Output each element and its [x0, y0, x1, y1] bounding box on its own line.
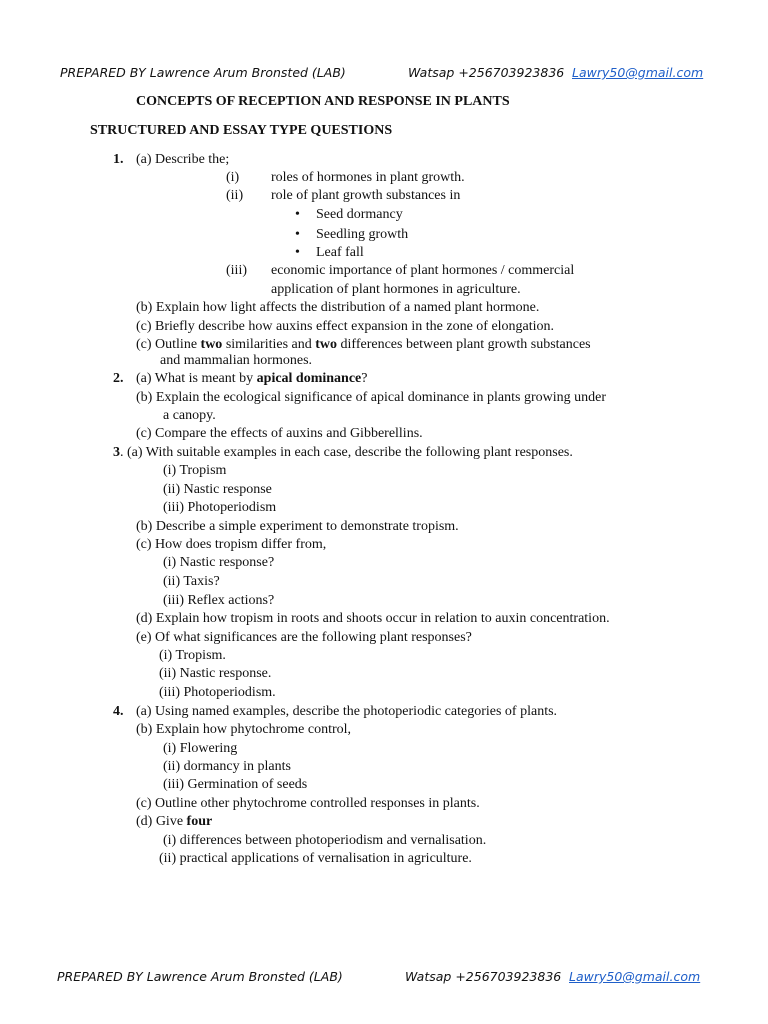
q2-b-line2: a canopy.	[163, 408, 216, 423]
q4-b: (b) Explain how phytochrome control,	[136, 722, 352, 737]
prepared-by-text: PREPARED BY Lawrence Arum Bronsted (LAB)	[57, 969, 343, 984]
q3-a-ii: (ii) Nastic response	[163, 482, 272, 497]
q3-a-iii: (iii) Photoperiodism	[163, 500, 277, 515]
q1-c1: (c) Briefly describe how auxins effect expansion in the zone of elongation.	[136, 319, 555, 334]
q1-b: (b) Explain how light affects the distribution of a named plant hormone.	[136, 300, 540, 315]
email-link[interactable]: Lawry50@gmail.com	[572, 65, 704, 80]
document-title: CONCEPTS OF RECEPTION AND RESPONSE IN PLANTS	[136, 94, 510, 109]
q4-d-ii: (ii) practical applications of vernalisation in agriculture.	[159, 851, 472, 866]
q1-a-iii-line2: application of plant hormones in agriculture.	[271, 282, 521, 297]
q4-d-i: (i) differences between photoperiodism and vernalisation.	[163, 833, 487, 848]
q1-c2-line2: and mammalian hormones.	[160, 353, 313, 368]
q2-c: (c) Compare the effects of auxins and Gibberellins.	[136, 426, 423, 441]
q4-d: (d) Give four	[136, 814, 213, 829]
q1-bullet-3: Leaf fall	[316, 245, 364, 260]
q3-a: . (a) With suitable examples in each case, describe the following plant responses.	[120, 445, 573, 460]
q3-c-i: (i) Nastic response?	[163, 555, 275, 570]
prepared-by-text: PREPARED BY Lawrence Arum Bronsted (LAB)	[60, 65, 346, 80]
bullet-item: •	[295, 227, 300, 242]
q3-c-iii: (iii) Reflex actions?	[163, 593, 275, 608]
q1-a-i: roles of hormones in plant growth.	[271, 170, 465, 185]
q3-e: (e) Of what significances are the following plant responses?	[136, 630, 472, 645]
q1-c2: (c) Outline two similarities and two differences between plant growth substances	[136, 337, 591, 352]
q4-b-i: (i) Flowering	[163, 741, 238, 756]
whatsapp-text: Watsap +256703923836	[405, 969, 562, 984]
q3-c-ii: (ii) Taxis?	[163, 574, 220, 589]
q1-a-iii-num: (iii)	[226, 263, 247, 278]
q1-bullet-2: Seedling growth	[316, 227, 409, 242]
q3-c: (c) How does tropism differ from,	[136, 537, 327, 552]
bullet-item: •	[295, 245, 300, 260]
q2-a: (a) What is meant by apical dominance?	[136, 371, 368, 386]
q3-number: 3	[113, 445, 120, 460]
q2-number: 2.	[113, 371, 124, 386]
q1-bullet-1: Seed dormancy	[316, 207, 403, 222]
q4-c: (c) Outline other phytochrome controlled responses in plants.	[136, 796, 480, 811]
q2-b-line1: (b) Explain the ecological significance of apical dominance in plants growing under	[136, 390, 607, 405]
email-link[interactable]: Lawry50@gmail.com	[569, 969, 701, 984]
q3-e-ii: (ii) Nastic response.	[159, 666, 272, 681]
page-header-top	[0, 65, 768, 85]
q1-a-ii-num: (ii)	[226, 188, 244, 203]
q3-a-i: (i) Tropism	[163, 463, 227, 478]
document-subtitle: STRUCTURED AND ESSAY TYPE QUESTIONS	[90, 123, 393, 138]
bullet-item: •	[295, 207, 300, 222]
q3-b: (b) Describe a simple experiment to demonstrate tropism.	[136, 519, 459, 534]
q4-b-iii: (iii) Germination of seeds	[163, 777, 308, 792]
q4-a: (a) Using named examples, describe the photoperiodic categories of plants.	[136, 704, 558, 719]
q3-e-iii: (iii) Photoperiodism.	[159, 685, 276, 700]
q1-a: (a) Describe the;	[136, 152, 230, 167]
q1-a-i-num: (i)	[226, 170, 240, 185]
q4-number: 4.	[113, 704, 124, 719]
q1-number: 1.	[113, 152, 124, 167]
whatsapp-text: Watsap +256703923836	[408, 65, 565, 80]
q3-d: (d) Explain how tropism in roots and shoots occur in relation to auxin concentration.	[136, 611, 610, 626]
q1-a-ii: role of plant growth substances in	[271, 188, 461, 203]
page-header-bottom	[0, 969, 768, 989]
q3-e-i: (i) Tropism.	[159, 648, 226, 663]
q1-a-iii-line1: economic importance of plant hormones / commercial	[271, 263, 575, 278]
q4-b-ii: (ii) dormancy in plants	[163, 759, 291, 774]
